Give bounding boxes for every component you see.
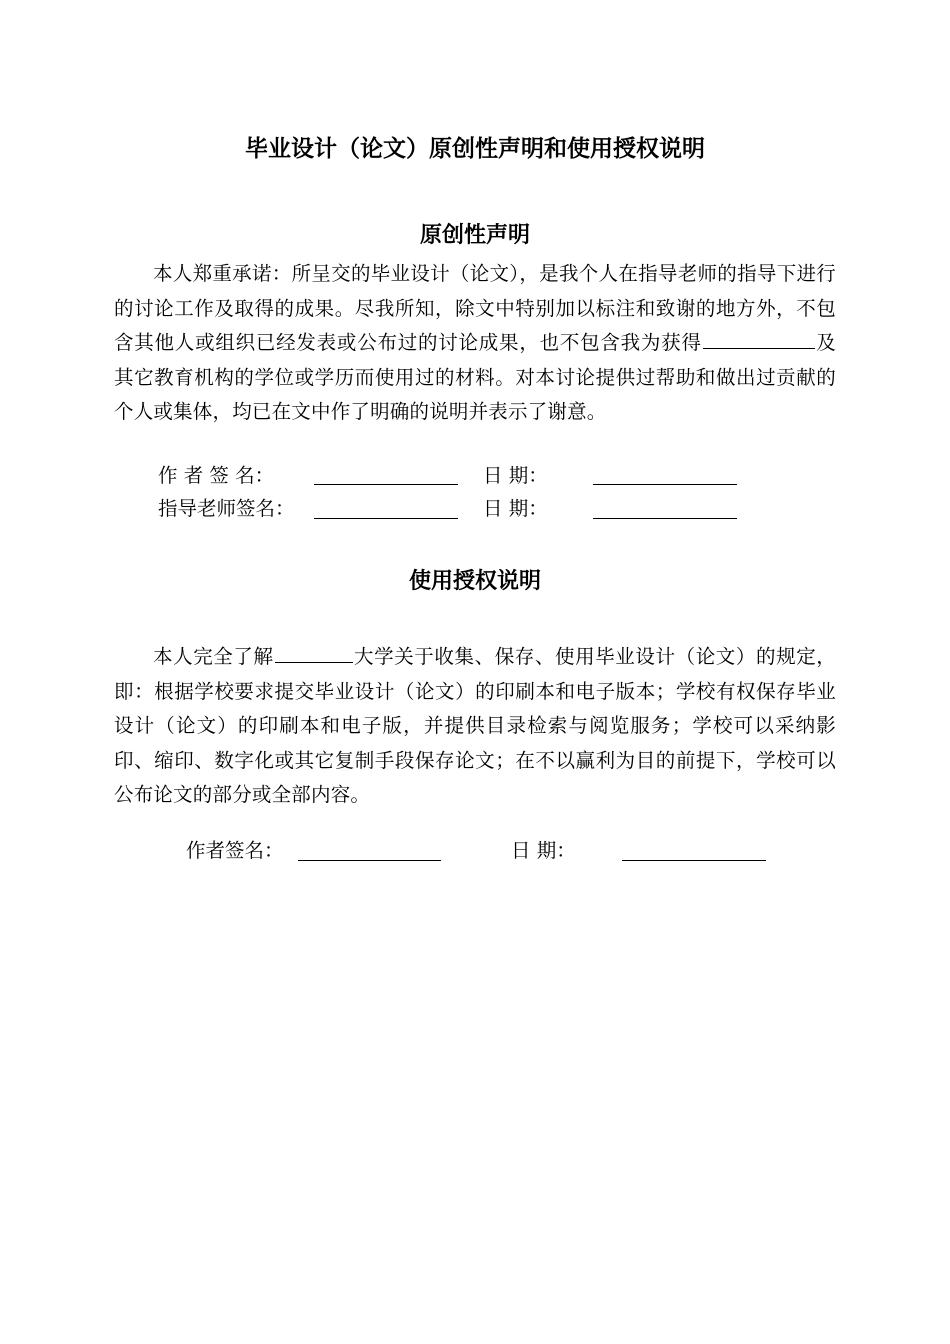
- author-date-label: 日 期：: [483, 464, 548, 487]
- originality-text-part2: 及其它教育机构的学位或学历而使用过的材料。对本讨论提供过帮助和做出过贡献的个人或集体，均已在文中作了明确的说明并表示了谢意。: [114, 331, 836, 423]
- main-title: 毕业设计（论文）原创性声明和使用授权说明: [245, 136, 705, 162]
- institution-blank-line[interactable]: [703, 328, 815, 349]
- advisor-signature-line[interactable]: [314, 518, 458, 519]
- authorization-author-signature-label: 作者签名：: [186, 839, 284, 862]
- originality-section-title: 原创性声明: [419, 223, 530, 248]
- advisor-date-line[interactable]: [593, 518, 737, 519]
- authorization-date-label: 日 期：: [511, 839, 576, 862]
- authorization-text-part1: 本人完全了解: [153, 645, 274, 668]
- author-signature-line[interactable]: [314, 484, 458, 485]
- university-blank-line[interactable]: [275, 642, 353, 663]
- advisor-date-label: 日 期：: [483, 497, 548, 520]
- authorization-paragraph: [114, 640, 836, 813]
- originality-paragraph: [114, 257, 836, 430]
- originality-text-part1: 本人郑重承诺：所呈交的毕业设计（论文），是我个人在指导老师的指导下进行的讨论工作及取得的成果。尽我所知，除文中特别加以标注和致谢的地方外，不包含其他人或组织已经发表或公布过的讨论成果，也不包含我为获得: [114, 262, 836, 354]
- authorization-date-line[interactable]: [622, 860, 766, 861]
- authorization-text-part2: 大学关于收集、保存、使用毕业设计（论文）的规定，即：根据学校要求提交毕业设计（论文）的印刷本和电子版本；学校有权保存毕业设计（论文）的印刷本和电子版，并提供目录检索与阅览服务；学校可以采纳影印、缩印、数字化或其它复制手段保存论文；在不以赢利为目的前提下，学校可以公布论文的部分或全部内容。: [114, 645, 836, 806]
- author-signature-label: 作 者 签 名：: [158, 464, 275, 487]
- advisor-signature-label: 指导老师签名：: [158, 497, 295, 520]
- authorization-section-title: 使用授权说明: [408, 569, 541, 594]
- author-date-line[interactable]: [593, 484, 737, 485]
- authorization-author-signature-line[interactable]: [298, 860, 441, 861]
